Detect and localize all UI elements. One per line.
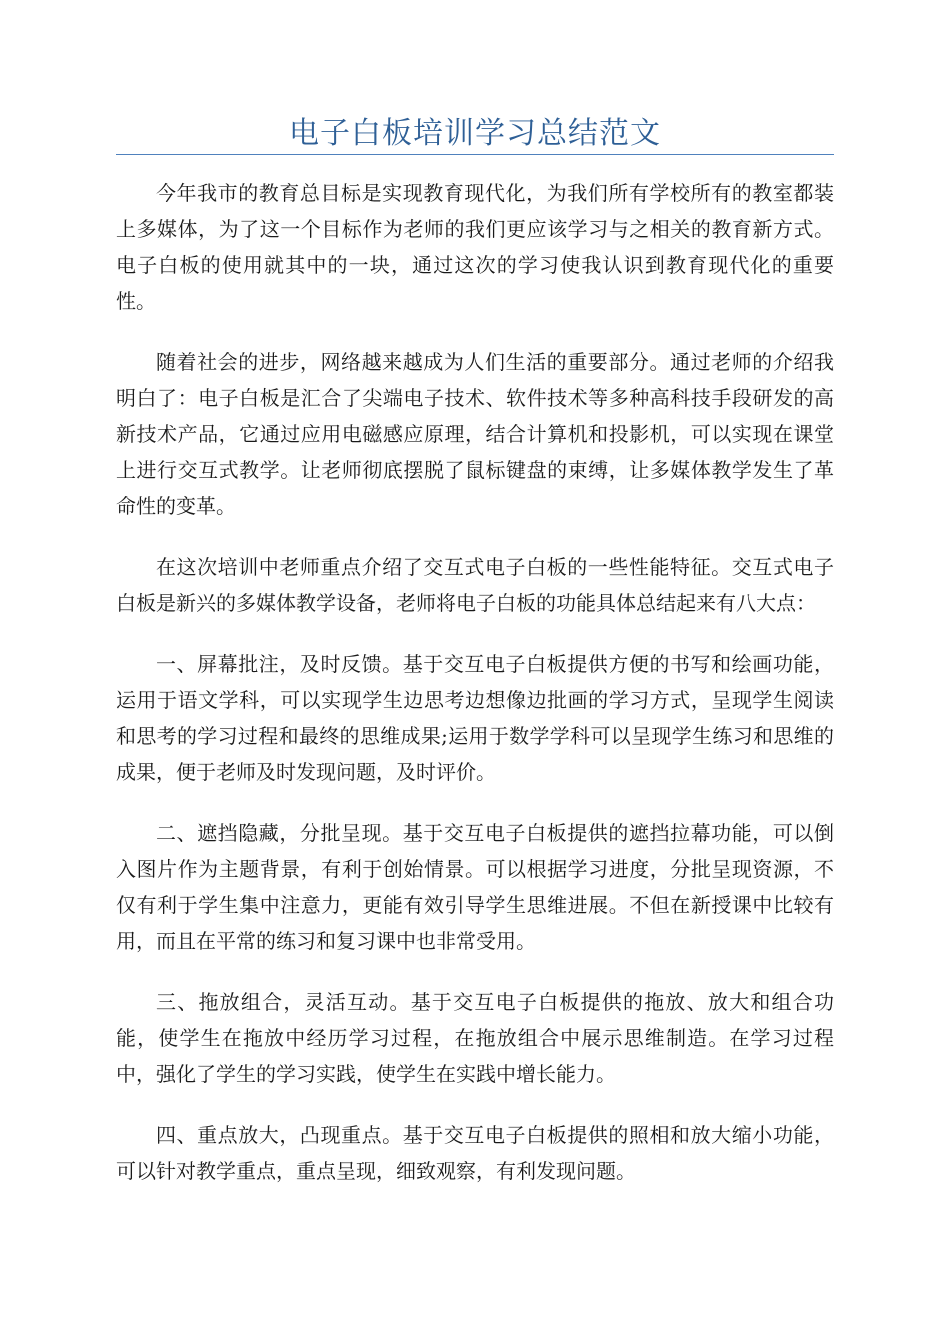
title-underline — [116, 154, 834, 155]
paragraph-feature-3: 三、拖放组合，灵活互动。基于交互电子白板提供的拖放、放大和组合功能，使学生在拖放中经历学习过程，在拖放组合中展示思维制造。在学习过程中，强化了学生的学习实践，使学生在实践中增长能力。 — [116, 990, 834, 1086]
paragraph-features-intro: 在这次培训中老师重点介绍了交互式电子白板的一些性能特征。交互式电子白板是新兴的多媒体教学设备，老师将电子白板的功能具体总结起来有八大点： — [116, 555, 834, 615]
paragraph-feature-4: 四、重点放大，凸现重点。基于交互电子白板提供的照相和放大缩小功能，可以针对教学重点，重点呈现，细致观察，有利发现问题。 — [116, 1123, 834, 1183]
paragraph-whiteboard-overview: 随着社会的进步，网络越来越成为人们生活的重要部分。通过老师的介绍我明白了：电子白板是汇合了尖端电子技术、软件技术等多种高科技手段研发的高新技术产品，它通过应用电磁感应原理，结合计算机和投影机，可以实现在课堂上进行交互式教学。让老师彻底摆脱了鼠标键盘的束缚，让多媒体教学发生了革命性的变革。 — [116, 350, 834, 518]
document-title: 电子白板培训学习总结范文 — [289, 116, 661, 151]
paragraph-intro: 今年我市的教育总目标是实现教育现代化，为我们所有学校所有的教室都装上多媒体，为了这一个目标作为老师的我们更应该学习与之相关的教育新方式。电子白板的使用就其中的一块，通过这次的学习使我认识到教育现代化的重要性。 — [116, 181, 834, 313]
paragraph-feature-1: 一、屏幕批注，及时反馈。基于交互电子白板提供方便的书写和绘画功能，运用于语文学科，可以实现学生边思考边想像边批画的学习方式，呈现学生阅读和思考的学习过程和最终的思维成果;运用于数学学科可以呈现学生练习和思维的成果，便于老师及时发现问题，及时评价。 — [116, 652, 834, 784]
paragraph-feature-2: 二、遮挡隐藏，分批呈现。基于交互电子白板提供的遮挡拉幕功能，可以倒入图片作为主题背景，有利于创始情景。可以根据学习进度，分批呈现资源，不仅有利于学生集中注意力，更能有效引导学生思维进展。不但在新授课中比较有用，而且在平常的练习和复习课中也非常受用。 — [116, 821, 834, 953]
document-body — [116, 175, 834, 1214]
